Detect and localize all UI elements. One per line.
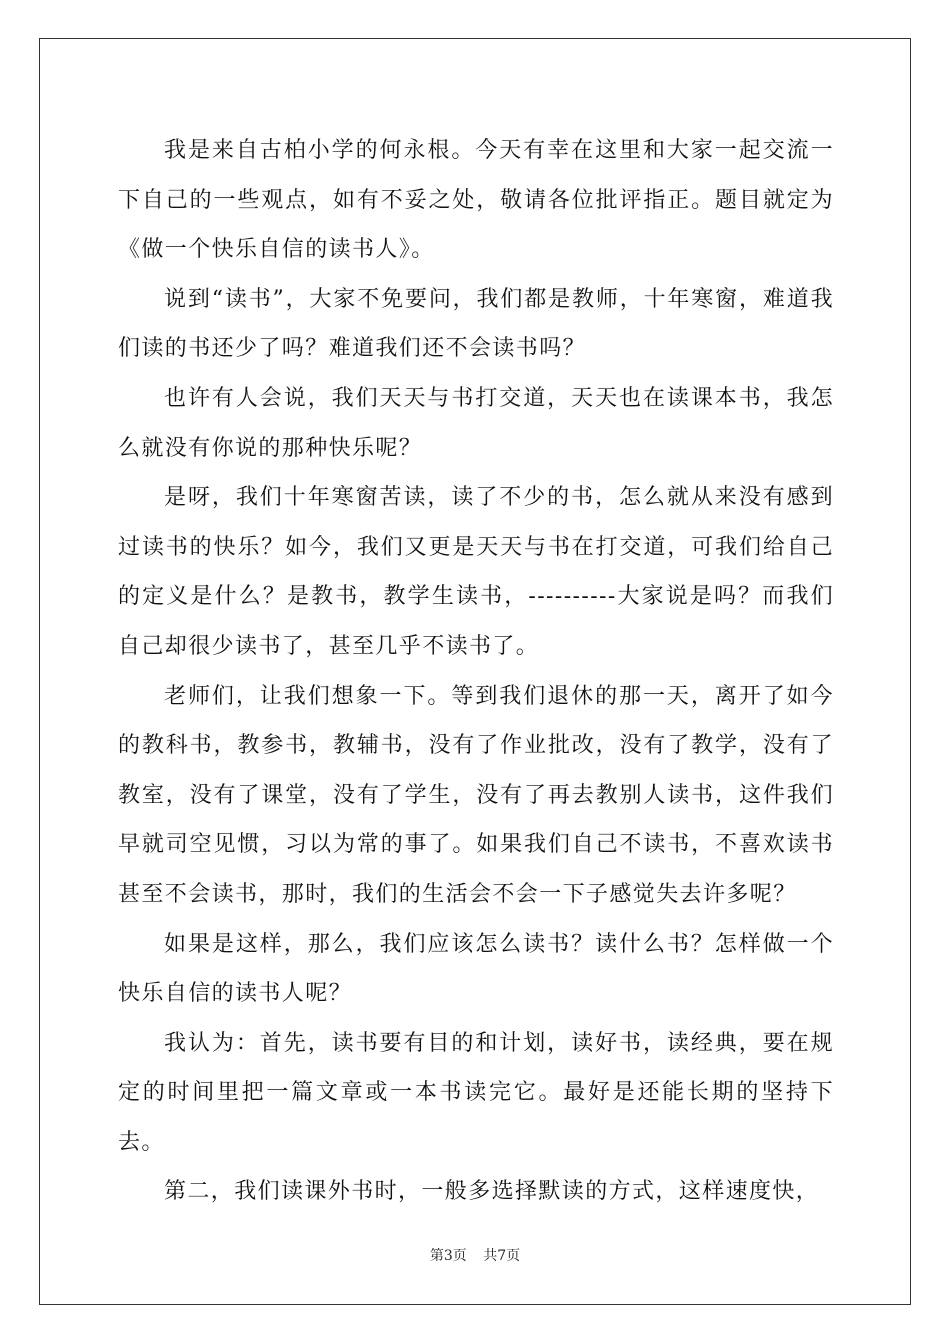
paragraph-3: 也许有人会说，我们天天与书打交道，天天也在读课本书，我怎么就没有你说的那种快乐呢？ — [118, 385, 834, 461]
paragraph-8: 第二，我们读课外书时，一般多选择默读的方式，这样速度快， — [164, 1179, 820, 1205]
page-total: 共7页 — [483, 1248, 521, 1264]
paragraph-6: 如果是这样，那么，我们应该怎么读书？读什么书？怎样做一个快乐自信的读书人呢？ — [118, 931, 834, 1007]
paragraph-4: 是呀，我们十年寒窗苦读，读了不少的书，怎么就从来没有感到过读书的快乐？如今，我们又更是天天与书在打交道，可我们给自己的定义是什么？是教书，教学生读书，----------大家说是吗？而我们自己却很少读书了，甚至几乎不读书了。 — [118, 485, 834, 659]
page-number: 第3页 — [429, 1248, 467, 1264]
paragraph-5: 老师们，让我们想象一下。等到我们退休的那一天，离开了如今的教科书，教参书，教辅书，没有了作业批改，没有了教学，没有了教室，没有了课堂，没有了学生，没有了再去教别人读书，这件我们早就司空见惯，习以为常的事了。如果我们自己不读书，不喜欢读书甚至不会读书，那时，我们的生活会不会一下子感觉失去许多呢？ — [118, 683, 834, 907]
document-body — [118, 126, 834, 1217]
paragraph-7: 我认为：首先，读书要有目的和计划，读好书，读经典，要在规定的时间里把一篇文章或一本书读完它。最好是还能长期的坚持下去。 — [118, 1030, 834, 1155]
page-footer — [0, 1245, 950, 1265]
paragraph-1: 我是来自古柏小学的何永根。今天有幸在这里和大家一起交流一下自己的一些观点，如有不妥之处，敬请各位批评指正。题目就定为《做一个快乐自信的读书人》。 — [118, 138, 834, 263]
paragraph-2: 说到“读书”，大家不免要问，我们都是教师，十年寒窗，难道我们读的书还少了吗？难道我们还不会读书吗？ — [118, 286, 834, 362]
